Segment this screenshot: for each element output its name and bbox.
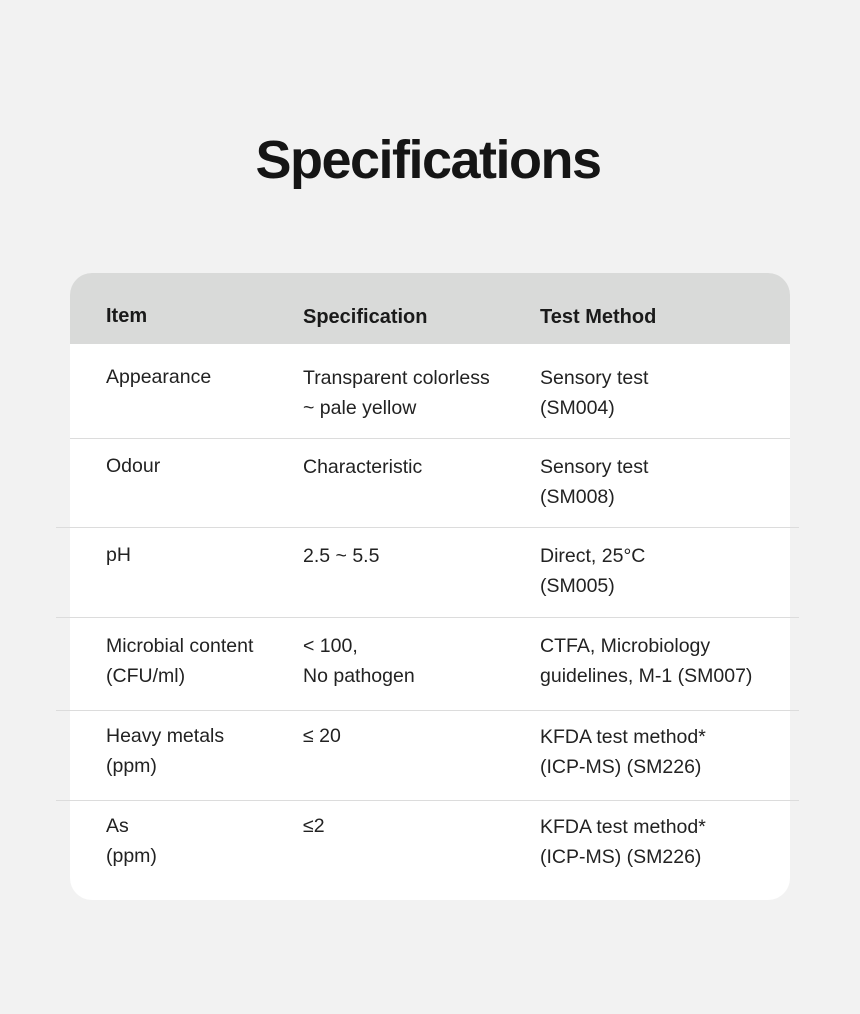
cell-test-method: CTFA, Microbiology guidelines, M-1 (SM007) bbox=[540, 635, 753, 687]
specifications-table bbox=[70, 273, 790, 900]
cell-specification: ≤2 bbox=[303, 815, 325, 837]
cell-test-method: KFDA test method* (ICP-MS) (SM226) bbox=[540, 726, 706, 778]
column-header-item: Item bbox=[106, 305, 148, 327]
cell-test-method: Sensory test (SM008) bbox=[540, 456, 649, 508]
cell-specification: Transparent colorless ~ pale yellow bbox=[303, 367, 490, 419]
cell-specification: 2.5 ~ 5.5 bbox=[303, 545, 380, 567]
table-row bbox=[70, 439, 790, 527]
row-divider bbox=[56, 527, 799, 528]
table-row bbox=[70, 618, 790, 710]
cell-item: Microbial content (CFU/ml) bbox=[106, 635, 254, 687]
cell-test-method: Direct, 25°C (SM005) bbox=[540, 545, 646, 597]
cell-item: Heavy metals (ppm) bbox=[106, 725, 225, 777]
column-header-test-method: Test Method bbox=[540, 306, 657, 328]
row-divider bbox=[56, 800, 799, 801]
cell-specification: Characteristic bbox=[303, 456, 423, 478]
row-divider bbox=[56, 710, 799, 711]
cell-specification: ≤ 20 bbox=[303, 725, 341, 747]
table-header bbox=[70, 273, 790, 344]
cell-item: As (ppm) bbox=[106, 815, 157, 867]
column-header-specification: Specification bbox=[303, 306, 428, 328]
cell-specification: < 100, No pathogen bbox=[303, 635, 415, 687]
table-row bbox=[70, 344, 790, 438]
row-divider bbox=[56, 617, 799, 618]
page-title: Specifications bbox=[255, 130, 601, 190]
cell-test-method: KFDA test method* (ICP-MS) (SM226) bbox=[540, 816, 706, 868]
table-row bbox=[70, 711, 790, 800]
cell-test-method: Sensory test (SM004) bbox=[540, 367, 649, 419]
cell-item: Appearance bbox=[106, 366, 212, 388]
table-row bbox=[70, 528, 790, 617]
cell-item: pH bbox=[106, 544, 131, 566]
table-row bbox=[70, 801, 790, 900]
cell-item: Odour bbox=[106, 455, 161, 477]
